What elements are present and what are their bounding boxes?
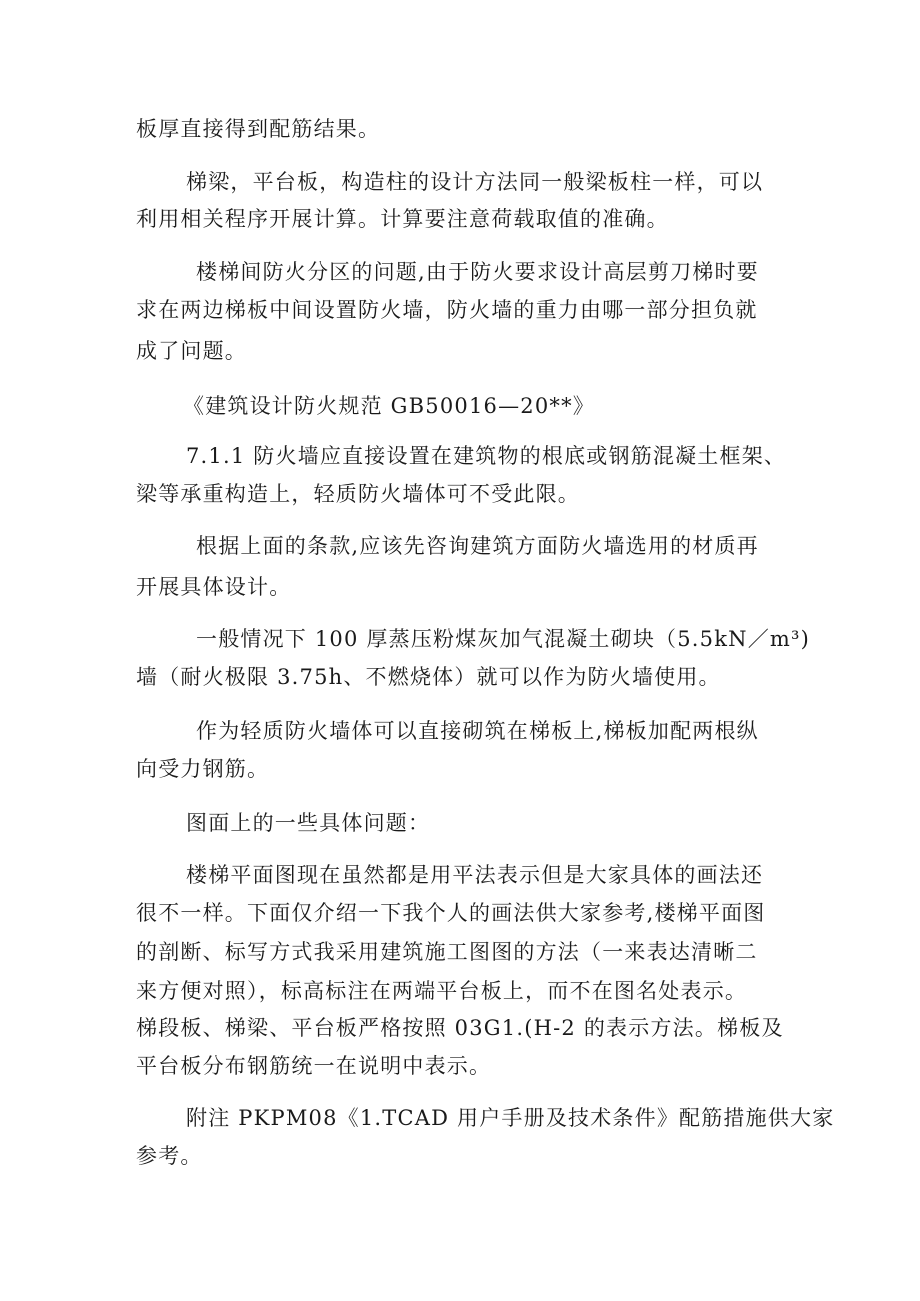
paragraph-line: 利用相关程序开展计算。计算要注意荷载取值的准确。 xyxy=(136,207,669,231)
paragraph-line: 的剖断、标写方式我采用建筑施工图图的方法（一来表达清晰二 xyxy=(136,940,758,964)
paragraph-line: 求在两边梯板中间设置防火墙，防火墙的重力由哪一部分担负就 xyxy=(136,298,758,322)
paragraph-line: 墙（耐火极限 3.75h、不燃烧体）就可以作为防火墙使用。 xyxy=(136,665,721,689)
paragraph-line: 开展具体设计。 xyxy=(136,575,292,599)
paragraph-line: 向受力钢筋。 xyxy=(136,757,270,781)
paragraph-line: 根据上面的条款,应该先咨询建筑方面防火墙选用的材质再 xyxy=(196,534,759,558)
paragraph-line: 作为轻质防火墙体可以直接砌筑在梯板上,梯板加配两根纵 xyxy=(196,719,759,743)
paragraph-line: 来方便对照），标高标注在两端平台板上，而不在图名处表示。 xyxy=(136,979,748,1003)
paragraph-line: 楼梯间防火分区的问题,由于防火要求设计高层剪刀梯时要 xyxy=(196,260,759,284)
paragraph-line: 附注 PKPM08《1.TCAD 用户手册及技术条件》配筋措施供大家 xyxy=(186,1106,835,1130)
paragraph-line: 梁等承重构造上，轻质防火墙体可不受此限。 xyxy=(136,482,580,506)
paragraph-line: 成了问题。 xyxy=(136,339,247,363)
paragraph-line: 平台板分布钢筋统一在说明中表示。 xyxy=(136,1054,492,1078)
paragraph-line: 梯梁，平台板，构造柱的设计方法同一般梁板柱一样，可以 xyxy=(186,170,764,194)
paragraph-line: 楼梯平面图现在虽然都是用平法表示但是大家具体的画法还 xyxy=(186,863,764,887)
paragraph-line: 一般情况下 100 厚蒸压粉煤灰加气混凝土砌块（5.5kN／m³) xyxy=(196,627,811,651)
section-heading: 图面上的一些具体问题： xyxy=(186,811,431,835)
paragraph-line: 板厚直接得到配筋结果。 xyxy=(136,117,381,141)
standard-title: 《建筑设计防火规范 GB50016—20**》 xyxy=(183,394,596,418)
paragraph-line: 7.1.1 防火墙应直接设置在建筑物的根底或钢筋混凝土框架、 xyxy=(186,444,787,468)
paragraph-line: 参考。 xyxy=(136,1144,203,1168)
paragraph-line: 很不一样。下面仅介绍一下我个人的画法供大家参考,楼梯平面图 xyxy=(136,901,766,925)
paragraph-line: 梯段板、梯梁、平台板严格按照 03G1.(H-2 的表示方法。梯板及 xyxy=(136,1016,784,1040)
